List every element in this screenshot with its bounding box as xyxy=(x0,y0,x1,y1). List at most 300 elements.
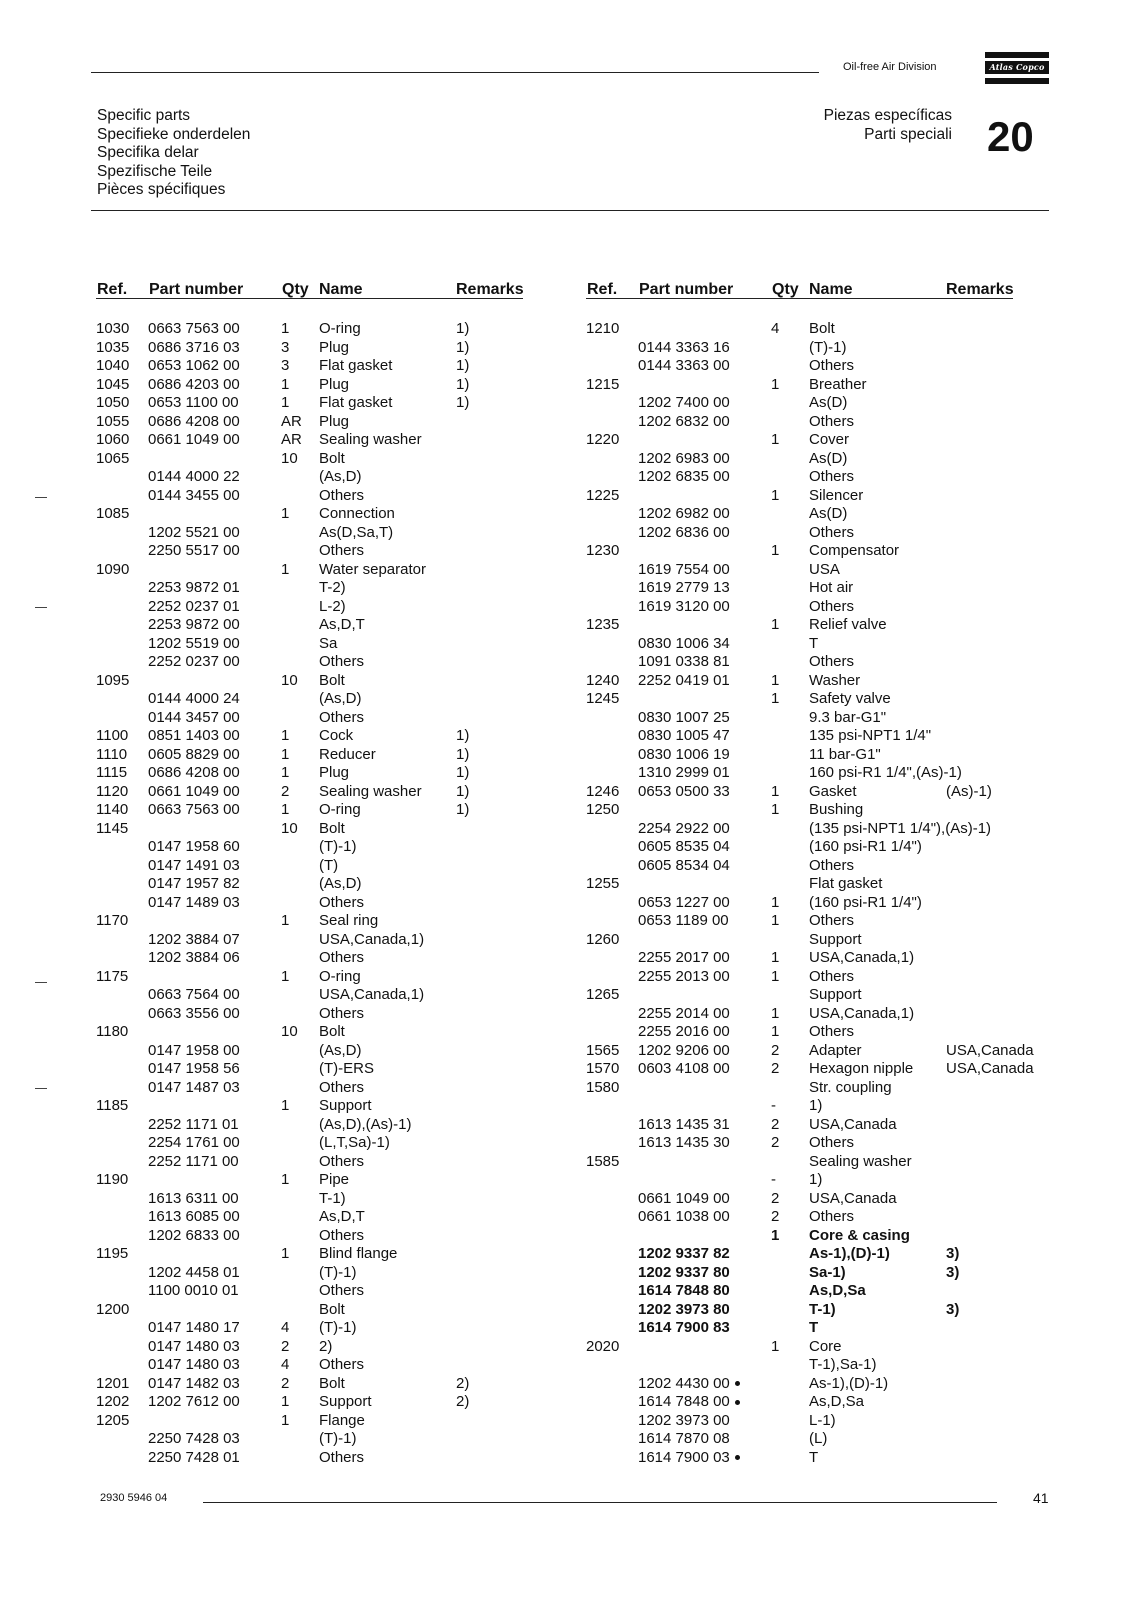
table-row xyxy=(586,561,1106,580)
ref-cell: 1180 xyxy=(96,1023,129,1040)
part-number-cell: 0147 1957 82 xyxy=(148,875,240,892)
part-number-cell: 0605 8829 00 xyxy=(148,745,240,763)
name-cell: Others xyxy=(809,412,855,430)
table-row xyxy=(586,1301,1106,1320)
part-number-cell: 0147 1491 03 xyxy=(148,856,240,874)
table-row xyxy=(96,1134,616,1153)
table-row xyxy=(96,1227,616,1246)
table-row xyxy=(586,1282,1106,1301)
table-row xyxy=(586,838,1106,857)
ref-cell: 1235 xyxy=(586,616,620,633)
name-cell: O-ring xyxy=(319,320,361,337)
ref-cell: 1055 xyxy=(96,412,130,430)
name-cell: Others xyxy=(319,1282,365,1299)
name-cell: Cock xyxy=(319,727,354,744)
ref-cell: 1190 xyxy=(96,1171,129,1188)
table-row xyxy=(586,1190,1106,1209)
table-row xyxy=(586,1356,1106,1375)
qty-cell: 2 xyxy=(771,1115,780,1133)
table-row xyxy=(96,1319,616,1338)
col-remarks: Remarks xyxy=(946,281,1014,298)
remarks-cell: 1) xyxy=(456,801,470,818)
table-row xyxy=(96,1023,616,1042)
name-cell: Connection xyxy=(319,505,395,522)
table-row xyxy=(96,505,616,524)
part-number-cell: 1202 9206 00 xyxy=(638,1041,730,1059)
name-cell: Adapter xyxy=(809,1041,862,1059)
name-cell: Support xyxy=(319,1097,372,1114)
part-number-cell: 2252 1171 00 xyxy=(148,1152,239,1170)
col-qty: Qty xyxy=(282,281,309,298)
name-cell: Sa xyxy=(319,634,338,652)
ref-cell: 1185 xyxy=(96,1097,129,1114)
table-row xyxy=(96,579,616,598)
qty-cell: 3 xyxy=(281,338,290,356)
part-number-cell: 1202 5521 00 xyxy=(148,523,240,541)
qty-cell: 1 xyxy=(281,801,290,818)
part-number-cell: 2255 2016 00 xyxy=(638,1023,730,1040)
remarks-cell: 1) xyxy=(456,320,470,337)
remarks-cell: 2) xyxy=(456,1393,470,1410)
table-row xyxy=(96,1116,616,1135)
table-row xyxy=(586,450,1106,469)
table-row xyxy=(96,542,616,561)
ref-cell: 1240 xyxy=(586,671,620,689)
qty-cell: 4 xyxy=(281,1319,290,1336)
top-rule xyxy=(91,72,819,73)
name-cell: Sealing washer xyxy=(809,1152,912,1170)
part-number-cell: 1100 0010 01 xyxy=(148,1282,239,1299)
remarks-cell: 3) xyxy=(946,1245,960,1262)
name-cell: As-1),(D)-1) xyxy=(809,1245,890,1262)
part-number-cell: 0686 4208 00 xyxy=(148,412,240,430)
part-number-cell: 1202 7400 00 xyxy=(638,394,730,411)
table-row xyxy=(96,949,616,968)
ref-cell: 1246 xyxy=(586,782,620,800)
table-row xyxy=(586,413,1106,432)
qty-cell: 1 xyxy=(771,1337,780,1355)
col-qty: Qty xyxy=(772,281,799,298)
qty-cell: 1 xyxy=(771,967,780,985)
part-number-cell: 0663 7563 00 xyxy=(148,320,240,337)
table-row xyxy=(96,986,616,1005)
name-cell: USA,Canada,1) xyxy=(319,930,425,948)
table-row xyxy=(586,690,1106,709)
table-row xyxy=(96,912,616,931)
part-number-cell: 1619 2779 13 xyxy=(638,579,730,596)
name-cell: (T) xyxy=(319,856,339,874)
ref-cell: 1065 xyxy=(96,449,130,467)
name-cell: T-2) xyxy=(319,579,346,596)
table-row xyxy=(96,1171,616,1190)
part-number-cell: 0605 8534 04 xyxy=(638,856,730,874)
name-cell: Others xyxy=(809,1208,855,1225)
table-row xyxy=(96,1430,616,1449)
qty-cell: 1 xyxy=(771,1023,780,1040)
name-cell: Water separator xyxy=(319,560,426,578)
ref-cell: 1095 xyxy=(96,671,130,689)
title-sv: Specifika delar xyxy=(97,144,199,162)
division-label: Oil-free Air Division xyxy=(843,61,937,73)
part-number-cell: 1202 6835 00 xyxy=(638,468,730,485)
table-row xyxy=(96,1190,616,1209)
ref-cell: 1265 xyxy=(586,986,620,1003)
table-row xyxy=(96,1264,616,1283)
name-cell: (T)-1) xyxy=(319,838,357,855)
qty-cell: 1 xyxy=(281,1097,290,1114)
name-cell: (As,D) xyxy=(319,1041,362,1059)
qty-cell: 1 xyxy=(281,505,290,522)
table-row xyxy=(586,1319,1106,1338)
table-row xyxy=(586,672,1106,691)
qty-cell: 1 xyxy=(281,375,290,393)
part-number-cell: 1613 1435 30 xyxy=(638,1134,730,1151)
qty-cell: 1 xyxy=(771,912,780,929)
table-row xyxy=(586,320,1106,339)
part-number-cell: 1613 1435 31 xyxy=(638,1115,730,1133)
part-number-cell: 1613 6085 00 xyxy=(148,1208,240,1225)
section-titles-left xyxy=(97,107,250,200)
ref-cell: 1145 xyxy=(96,819,129,837)
name-cell: Others xyxy=(319,486,365,504)
name-cell: 135 psi-NPT1 1/4" xyxy=(809,727,932,744)
table-row xyxy=(586,616,1106,635)
ref-cell: 1050 xyxy=(96,394,130,411)
table-row xyxy=(586,1338,1106,1357)
remarks-cell: (As)-1) xyxy=(946,782,992,800)
table-row xyxy=(586,746,1106,765)
qty-cell: 1 xyxy=(281,1411,290,1429)
part-number-cell: 0147 1480 17 xyxy=(148,1319,240,1336)
table-row xyxy=(96,1097,616,1116)
name-cell: (As,D) xyxy=(319,875,362,892)
margin-mark xyxy=(35,1088,47,1089)
name-cell: 9.3 bar-G1" xyxy=(809,708,887,726)
part-number-cell: 1202 9337 82 xyxy=(638,1245,730,1262)
table-row xyxy=(586,1245,1106,1264)
table-row xyxy=(96,801,616,820)
table-row xyxy=(96,857,616,876)
name-cell: (L) xyxy=(809,1430,828,1447)
name-cell: USA,Canada,1) xyxy=(809,949,915,966)
name-cell: Others xyxy=(319,1004,365,1022)
part-number-cell: 0653 1227 00 xyxy=(638,893,730,911)
name-cell: Cover xyxy=(809,431,850,448)
table-row xyxy=(586,431,1106,450)
remarks-cell: 3) xyxy=(946,1263,960,1281)
table-row xyxy=(586,1412,1106,1431)
remarks-cell: 3) xyxy=(946,1300,960,1318)
table-row xyxy=(96,487,616,506)
table-row xyxy=(96,320,616,339)
part-number-cell: 0147 1480 03 xyxy=(148,1356,240,1373)
qty-cell: 2 xyxy=(771,1189,780,1207)
right-header-rule xyxy=(586,298,1013,299)
name-cell: As(D,Sa,T) xyxy=(319,523,394,541)
table-row xyxy=(96,875,616,894)
ref-cell: 2020 xyxy=(586,1337,620,1355)
name-cell: USA,Canada xyxy=(809,1115,897,1133)
name-cell: Others xyxy=(809,967,855,985)
qty-cell: 1 xyxy=(281,320,290,337)
part-number-cell: 0663 7563 00 xyxy=(148,801,240,818)
part-number-cell: 2252 0237 00 xyxy=(148,653,240,670)
name-cell: Relief valve xyxy=(809,616,887,633)
table-row xyxy=(96,450,616,469)
part-number-cell: 2254 1761 00 xyxy=(148,1134,240,1151)
name-cell: Bolt xyxy=(319,1023,345,1040)
name-cell: Others xyxy=(809,1134,855,1151)
name-cell: As(D) xyxy=(809,449,848,467)
ref-cell: 1120 xyxy=(96,782,129,800)
name-cell: As,D,Sa xyxy=(809,1393,865,1410)
ref-cell: 1090 xyxy=(96,560,130,578)
table-row xyxy=(96,394,616,413)
name-cell: Bolt xyxy=(319,449,345,467)
name-cell: Plug xyxy=(319,375,350,393)
qty-cell: 1 xyxy=(771,616,780,633)
part-number-cell: 0147 1958 56 xyxy=(148,1060,240,1077)
part-number-cell: 0663 7564 00 xyxy=(148,986,240,1003)
part-number-cell: 0661 1049 00 xyxy=(638,1189,730,1207)
table-row xyxy=(96,838,616,857)
part-number-cell: 0663 3556 00 xyxy=(148,1004,240,1022)
table-row xyxy=(96,1079,616,1098)
name-cell: As(D) xyxy=(809,394,848,411)
ref-cell: 1210 xyxy=(586,320,620,337)
qty-cell: 1 xyxy=(771,782,780,800)
part-number-cell: 0653 0500 33 xyxy=(638,782,730,800)
name-cell: (T)-1) xyxy=(809,338,847,356)
name-cell: Others xyxy=(809,653,855,670)
left-header-rule xyxy=(96,298,523,299)
part-number-cell: 1202 4430 00 xyxy=(638,1375,740,1394)
title-es: Piezas específicas xyxy=(823,107,952,124)
table-row xyxy=(96,616,616,635)
part-number-cell: 1614 7900 03 xyxy=(638,1449,740,1468)
table-row xyxy=(586,857,1106,876)
table-row xyxy=(586,505,1106,524)
qty-cell: 10 xyxy=(281,819,298,837)
title-fr: Pièces spécifiques xyxy=(97,181,226,199)
name-cell: Others xyxy=(809,357,855,374)
table-row xyxy=(586,1153,1106,1172)
qty-cell: 1 xyxy=(771,1004,780,1022)
part-number-cell: 1202 6836 00 xyxy=(638,523,730,541)
table-row xyxy=(586,709,1106,728)
name-cell: Sealing washer xyxy=(319,782,422,800)
ref-cell: 1045 xyxy=(96,375,130,393)
name-cell: 11 bar-G1" xyxy=(809,745,881,763)
table-row xyxy=(586,1116,1106,1135)
table-row xyxy=(586,1005,1106,1024)
part-number-cell: 0147 1958 00 xyxy=(148,1041,240,1059)
table-row xyxy=(586,912,1106,931)
qty-cell: 1 xyxy=(281,727,290,744)
part-number-cell: 0144 3457 00 xyxy=(148,708,240,726)
part-number-cell: 2250 7428 03 xyxy=(148,1430,240,1447)
name-cell: Bolt xyxy=(319,671,345,689)
remarks-cell: 2) xyxy=(456,1374,470,1392)
table-row xyxy=(96,727,616,746)
table-row xyxy=(586,931,1106,950)
part-number-cell: 0830 1005 47 xyxy=(638,727,730,744)
ref-cell: 1140 xyxy=(96,801,129,818)
qty-cell: 1 xyxy=(771,486,780,504)
table-row xyxy=(96,783,616,802)
section-number: 20 xyxy=(987,113,1034,160)
name-cell: Breather xyxy=(809,375,867,393)
title-en: Specific parts xyxy=(97,107,191,124)
name-cell: Str. coupling xyxy=(809,1078,892,1096)
qty-cell: 1 xyxy=(281,1171,290,1188)
table-row xyxy=(586,1227,1106,1246)
name-cell: As,D,T xyxy=(319,1208,365,1225)
part-number-cell: 0686 4203 00 xyxy=(148,375,240,393)
table-row xyxy=(96,1060,616,1079)
bullet-marker xyxy=(735,1381,740,1386)
table-row xyxy=(586,1079,1106,1098)
qty-cell: 1 xyxy=(281,967,290,985)
qty-cell: 1 xyxy=(771,893,780,911)
name-cell: O-ring xyxy=(319,801,361,818)
qty-cell: 10 xyxy=(281,671,298,689)
table-row xyxy=(586,1393,1106,1412)
part-number-cell: 1091 0338 81 xyxy=(638,653,730,670)
name-cell: Others xyxy=(319,1078,365,1096)
name-cell: Plug xyxy=(319,412,350,430)
table-row xyxy=(586,783,1106,802)
part-number-cell: 0144 3363 16 xyxy=(638,338,730,356)
part-number-cell: 2255 2013 00 xyxy=(638,967,730,985)
name-cell: 160 psi-R1 1/4",(As)-1) xyxy=(809,764,962,781)
qty-cell: 10 xyxy=(281,1023,298,1040)
name-cell: Others xyxy=(319,708,365,726)
part-number-cell: 2253 9872 01 xyxy=(148,579,240,596)
name-cell: 1) xyxy=(809,1171,823,1188)
table-row xyxy=(586,875,1106,894)
name-cell: Blind flange xyxy=(319,1245,398,1262)
qty-cell: 1 xyxy=(281,560,290,578)
bullet-marker xyxy=(735,1400,740,1405)
col-part-number: Part number xyxy=(639,281,734,298)
margin-mark xyxy=(35,497,47,498)
part-number-cell: 2255 2017 00 xyxy=(638,949,730,966)
name-cell: T-1) xyxy=(809,1300,836,1318)
remarks-cell: 1) xyxy=(456,782,470,800)
ref-cell: 1201 xyxy=(96,1374,130,1392)
part-number-cell: 2252 0237 01 xyxy=(148,597,240,615)
table-row xyxy=(586,376,1106,395)
qty-cell: 2 xyxy=(771,1041,780,1059)
part-number-cell: 2250 7428 01 xyxy=(148,1448,240,1466)
table-row xyxy=(96,1042,616,1061)
name-cell: Flange xyxy=(319,1411,365,1429)
table-row xyxy=(96,561,616,580)
name-cell: Core & casing xyxy=(809,1226,910,1244)
name-cell: 2) xyxy=(319,1337,333,1355)
name-cell: Others xyxy=(809,912,855,929)
table-row xyxy=(96,357,616,376)
name-cell: 1) xyxy=(809,1097,823,1114)
name-cell: USA,Canada,1) xyxy=(319,986,425,1003)
part-number-cell: 0603 4108 00 xyxy=(638,1060,730,1077)
table-row xyxy=(586,1042,1106,1061)
part-number-cell: 1202 9337 80 xyxy=(638,1263,730,1281)
name-cell: As,D,Sa xyxy=(809,1282,866,1299)
name-cell: (160 psi-R1 1/4") xyxy=(809,893,922,911)
part-number-cell: 0661 1049 00 xyxy=(148,431,240,448)
ref-cell: 1195 xyxy=(96,1245,129,1262)
qty-cell: 2 xyxy=(771,1060,780,1077)
name-cell: Bolt xyxy=(319,819,345,837)
table-row xyxy=(586,1097,1106,1116)
part-number-cell: 1614 7900 83 xyxy=(638,1319,730,1336)
name-cell: Flat gasket xyxy=(319,357,393,374)
ref-cell: 1585 xyxy=(586,1152,620,1170)
name-cell: T xyxy=(809,1319,819,1336)
name-cell: Others xyxy=(809,468,855,485)
table-row xyxy=(586,986,1106,1005)
table-row xyxy=(96,1393,616,1412)
table-row xyxy=(586,524,1106,543)
part-number-cell: 1202 7612 00 xyxy=(148,1393,240,1410)
qty-cell: 2 xyxy=(281,782,290,800)
table-row xyxy=(586,394,1106,413)
ref-cell: 1060 xyxy=(96,431,130,448)
qty-cell: 1 xyxy=(281,764,290,781)
title-de: Spezifische Teile xyxy=(97,162,213,180)
table-row xyxy=(586,635,1106,654)
name-cell: (T)-1) xyxy=(319,1430,357,1447)
part-number-cell: 1614 7848 00 xyxy=(638,1393,740,1412)
part-number-cell: 1614 7870 08 xyxy=(638,1430,730,1447)
ref-cell: 1250 xyxy=(586,801,620,818)
name-cell: Pipe xyxy=(319,1171,350,1188)
table-row xyxy=(96,1449,616,1468)
part-number-cell: 0851 1403 00 xyxy=(148,727,240,744)
part-number-cell: 0661 1038 00 xyxy=(638,1208,730,1225)
table-row xyxy=(586,801,1106,820)
part-number-cell: 1202 6832 00 xyxy=(638,412,730,430)
name-cell: Bushing xyxy=(809,801,864,818)
name-cell: Others xyxy=(319,653,365,670)
table-row xyxy=(586,727,1106,746)
name-cell: Flat gasket xyxy=(809,875,883,892)
name-cell: (160 psi-R1 1/4") xyxy=(809,838,922,855)
qty-cell: 1 xyxy=(771,542,780,559)
margin-mark xyxy=(35,982,47,983)
ref-cell: 1205 xyxy=(96,1411,130,1429)
document-code: 2930 5946 04 xyxy=(100,1492,168,1504)
name-cell: Compensator xyxy=(809,542,900,559)
name-cell: (As,D) xyxy=(319,690,362,707)
ref-cell: 1085 xyxy=(96,505,130,522)
part-number-cell: 0653 1189 00 xyxy=(638,912,729,929)
part-number-cell: 0144 4000 22 xyxy=(148,468,240,485)
logo-text: Atlas Copco xyxy=(985,61,1049,74)
part-number-cell: 1202 3973 00 xyxy=(638,1411,730,1429)
name-cell: Plug xyxy=(319,338,350,356)
part-number-cell: 1310 2999 01 xyxy=(638,764,730,781)
col-name: Name xyxy=(809,281,853,298)
part-number-cell: 1619 7554 00 xyxy=(638,560,730,578)
part-number-cell: 1202 6983 00 xyxy=(638,449,730,467)
table-row xyxy=(586,820,1106,839)
name-cell: T-1),Sa-1) xyxy=(809,1356,877,1373)
table-row xyxy=(96,894,616,913)
name-cell: USA,Canada xyxy=(809,1189,897,1207)
